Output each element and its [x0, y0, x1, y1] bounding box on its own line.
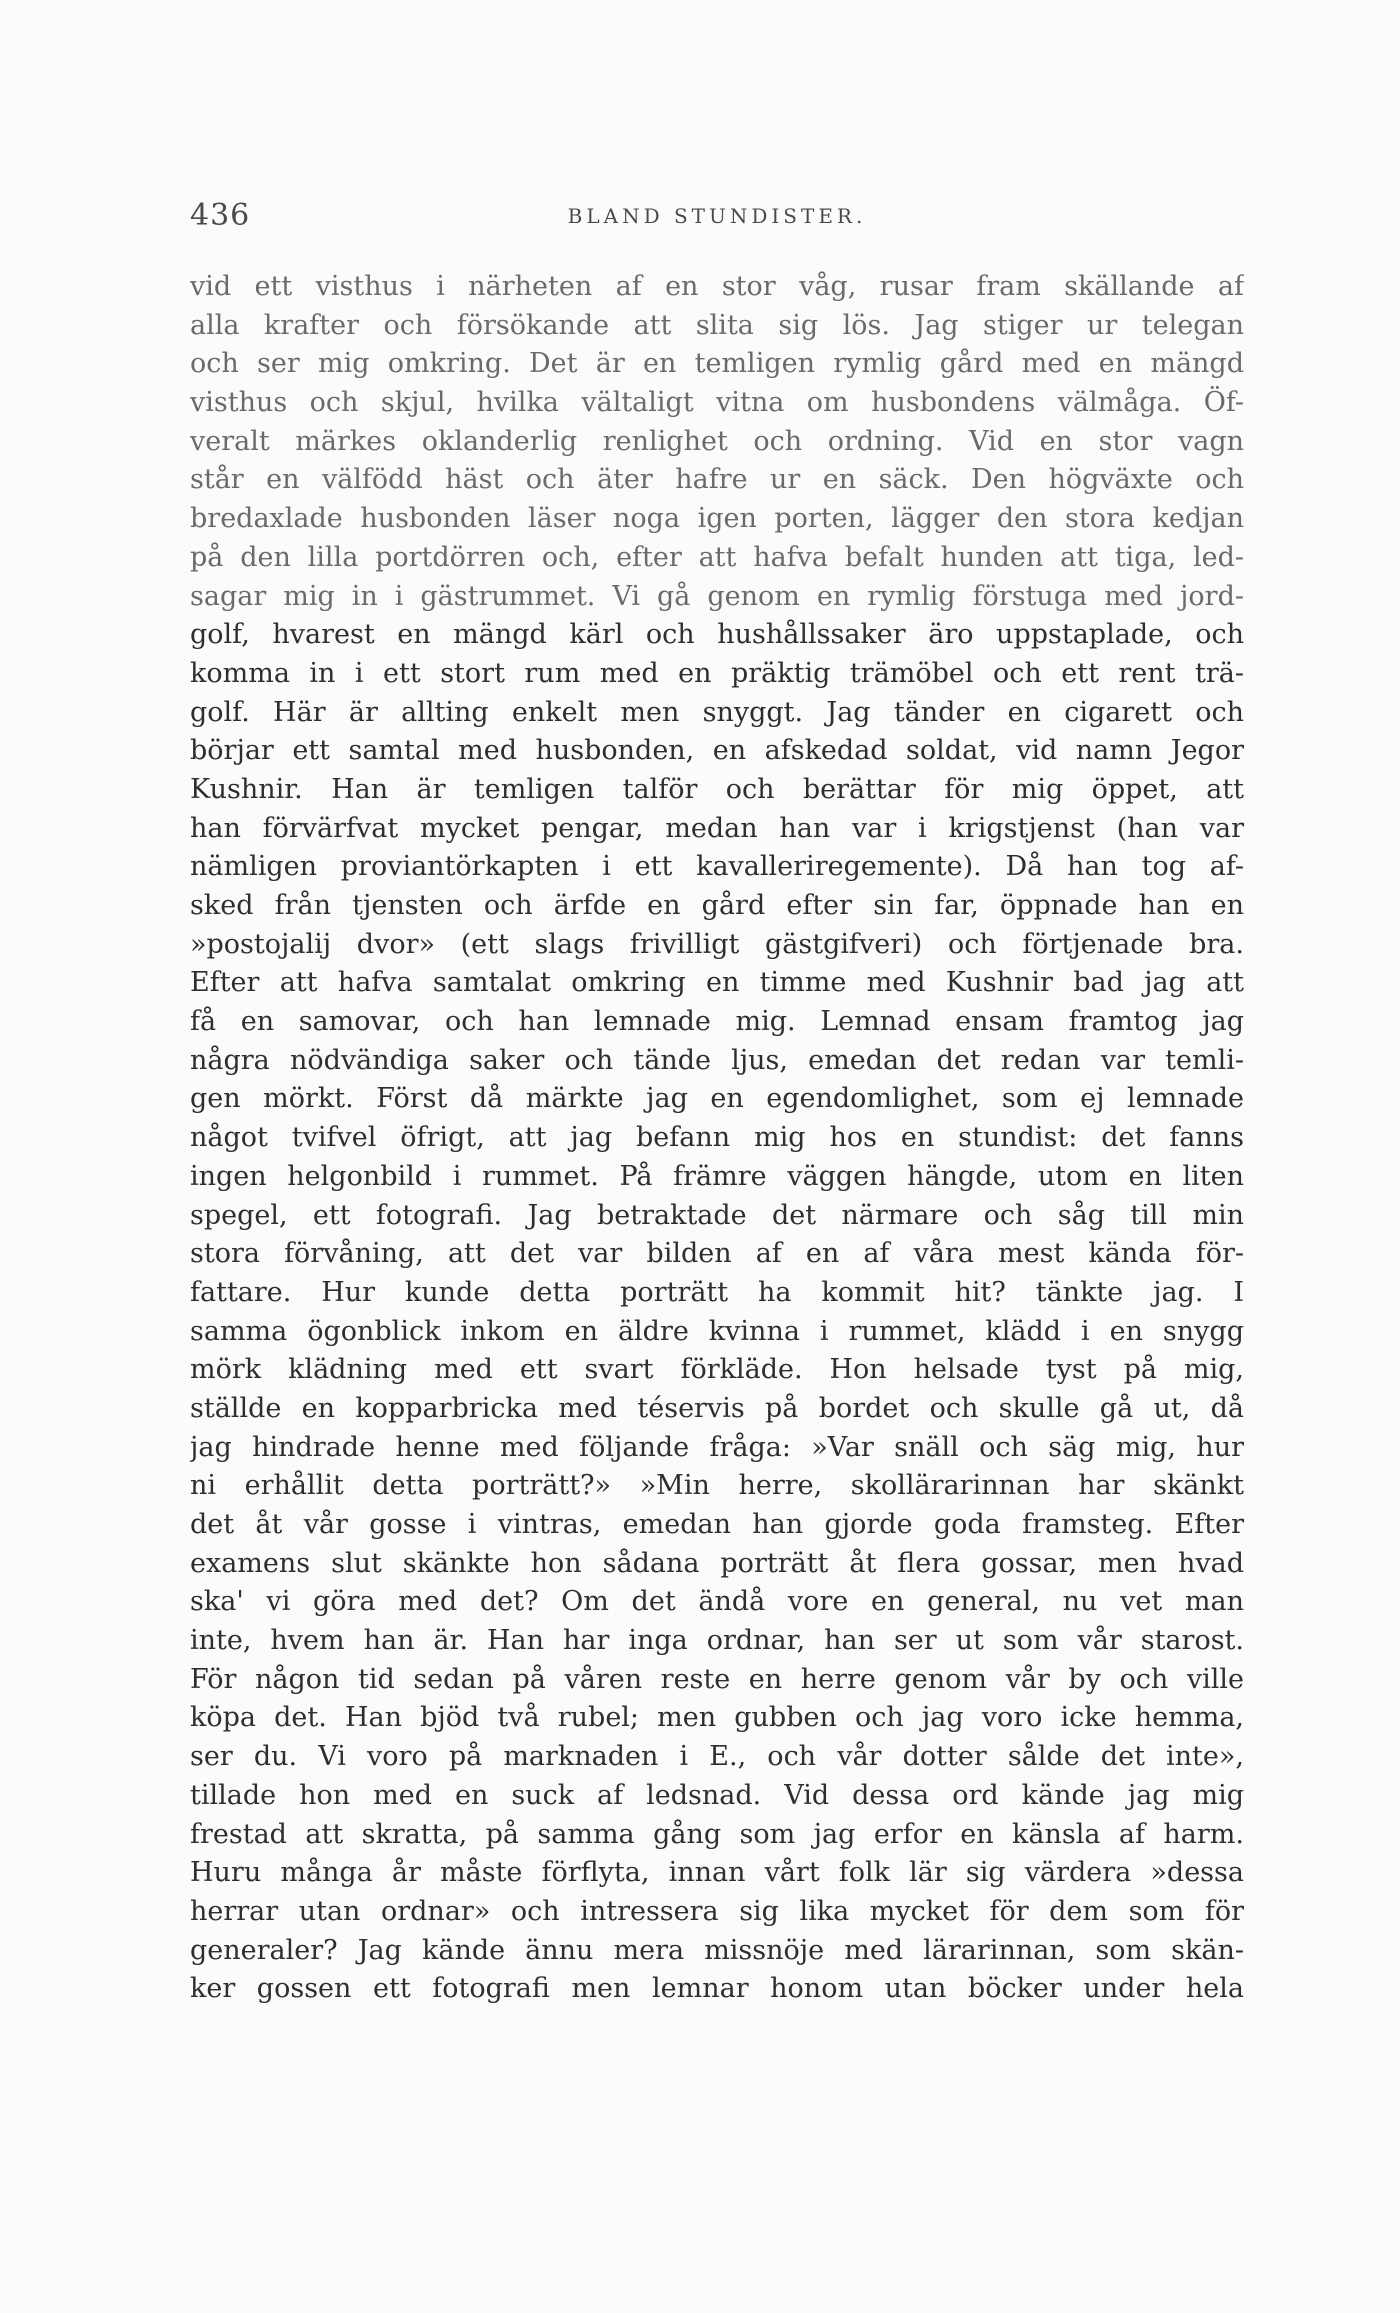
text-line: golf. Här är allting enkelt men snyggt. Jag tänder en cigarett och [190, 696, 1244, 728]
text-line: stora förvåning, att det var bilden af en af våra mest kända för- [190, 1238, 1244, 1270]
text-line: vid ett visthus i närheten af en stor våg, rusar fram skällande af [190, 271, 1244, 302]
text-line: inte, hvem han är. Han har inga ordnar, han ser ut som vår starost. [190, 1625, 1244, 1657]
text-line: det åt vår gosse i vintras, emedan han gjorde goda framsteg. Efter [190, 1509, 1244, 1540]
text-line: jag hindrade henne med följande fråga: »Var snäll och säg mig, hur [190, 1431, 1244, 1463]
text-line: några nödvändiga saker och tände ljus, emedan det redan var temli- [190, 1044, 1244, 1076]
text-line: fattare. Hur kunde detta porträtt ha kommit hit? tänkte jag. I [190, 1276, 1244, 1308]
text-line: nämligen proviantörkapten i ett kavalleriregemente). Då han tog af- [190, 851, 1244, 883]
text-line: »postojalij dvor» (ett slags frivilligt gästgifveri) och förtjenade bra. [190, 928, 1244, 960]
text-line: frestad att skratta, på samma gång som jag erfor en känsla af harm. [190, 1818, 1244, 1850]
text-line: veralt märkes oklanderlig renlighet och ordning. Vid en stor vagn [190, 425, 1244, 457]
running-title: BLAND STUNDISTER. [567, 204, 867, 228]
text-line: ställde en kopparbricka med téservis på bordet och skulle gå ut, då [190, 1392, 1244, 1424]
text-line: Kushnir. Han är temligen talför och berättar för mig öppet, att [190, 773, 1244, 805]
text-line: samma ögonblick inkom en äldre kvinna i rummet, klädd i en snygg [190, 1315, 1244, 1347]
text-line: något tvifvel öfrigt, att jag befann mig hos en stundist: det fanns [190, 1122, 1244, 1154]
text-line: Efter att hafva samtalat omkring en timme med Kushnir bad jag att [190, 967, 1244, 999]
text-line: bredaxlade husbonden läser noga igen porten, lägger den stora kedjan [190, 503, 1244, 535]
text-line: ker gossen ett fotografi men lemnar honom utan böcker under hela [190, 1973, 1244, 2005]
text-line: står en välfödd häst och äter hafre ur en säck. Den högväxte och [190, 464, 1244, 496]
text-line: ska' vi göra med det? Om det ändå vore en general, nu vet man [190, 1586, 1244, 1618]
text-line: mörk klädning med ett svart förkläde. Hon helsade tyst på mig, [190, 1354, 1244, 1386]
text-line: För någon tid sedan på våren reste en herre genom vår by och ville [190, 1663, 1244, 1695]
text-line: spegel, ett fotografi. Jag betraktade det närmare och såg till min [190, 1199, 1244, 1231]
text-line: och ser mig omkring. Det är en temligen rymlig gård med en mängd [190, 348, 1244, 380]
text-line: ser du. Vi voro på marknaden i E., och vår dotter sålde det inte», [190, 1741, 1244, 1773]
text-line: han förvärfvat mycket pengar, medan han var i krigstjenst (han var [190, 812, 1244, 844]
text-line: börjar ett samtal med husbonden, en afskedad soldat, vid namn Jegor [190, 735, 1244, 767]
text-line: golf, hvarest en mängd kärl och hushållssaker äro uppstaplade, och [190, 619, 1244, 651]
text-line: alla krafter och försökande att slita sig lös. Jag stiger ur telegan [190, 309, 1244, 341]
text-line: visthus och skjul, hvilka vältaligt vitna om husbondens välmåga. Öf- [190, 387, 1244, 419]
text-line: sked från tjensten och ärfde en gård efter sin far, öppnade han en [190, 890, 1244, 921]
text-line: gen mörkt. Först då märkte jag en egendomlighet, som ej lemnade [190, 1083, 1244, 1115]
text-line: Huru många år måste förflyta, innan vårt folk lär sig värdera »dessa [190, 1857, 1244, 1889]
body-text [190, 268, 1244, 2009]
text-line: på den lilla portdörren och, efter att hafva befalt hunden att tiga, led- [190, 541, 1244, 573]
text-line: sagar mig in i gästrummet. Vi gå genom en rymlig förstuga med jord- [190, 580, 1244, 612]
text-line: ni erhållit detta porträtt?» »Min herre, skollärarinnan har skänkt [190, 1470, 1244, 1502]
page-number: 436 [190, 198, 251, 233]
text-line: examens slut skänkte hon sådana porträtt åt flera gossar, men hvad [190, 1547, 1244, 1579]
text-line: tillade hon med en suck af ledsnad. Vid dessa ord kände jag mig [190, 1779, 1244, 1811]
text-line: generaler? Jag kände ännu mera missnöje med lärarinnan, som skän- [190, 1934, 1244, 1966]
text-line: komma in i ett stort rum med en präktig trämöbel och ett rent trä- [190, 657, 1244, 689]
text-line: ingen helgonbild i rummet. På främre väggen hängde, utom en liten [190, 1160, 1244, 1192]
text-line: herrar utan ordnar» och intressera sig lika mycket för dem som för [190, 1895, 1244, 1927]
running-head [190, 198, 1244, 238]
text-line: få en samovar, och han lemnade mig. Lemnad ensam framtog jag [190, 1006, 1244, 1038]
text-line: köpa det. Han bjöd två rubel; men gubben och jag voro icke hemma, [190, 1702, 1244, 1734]
